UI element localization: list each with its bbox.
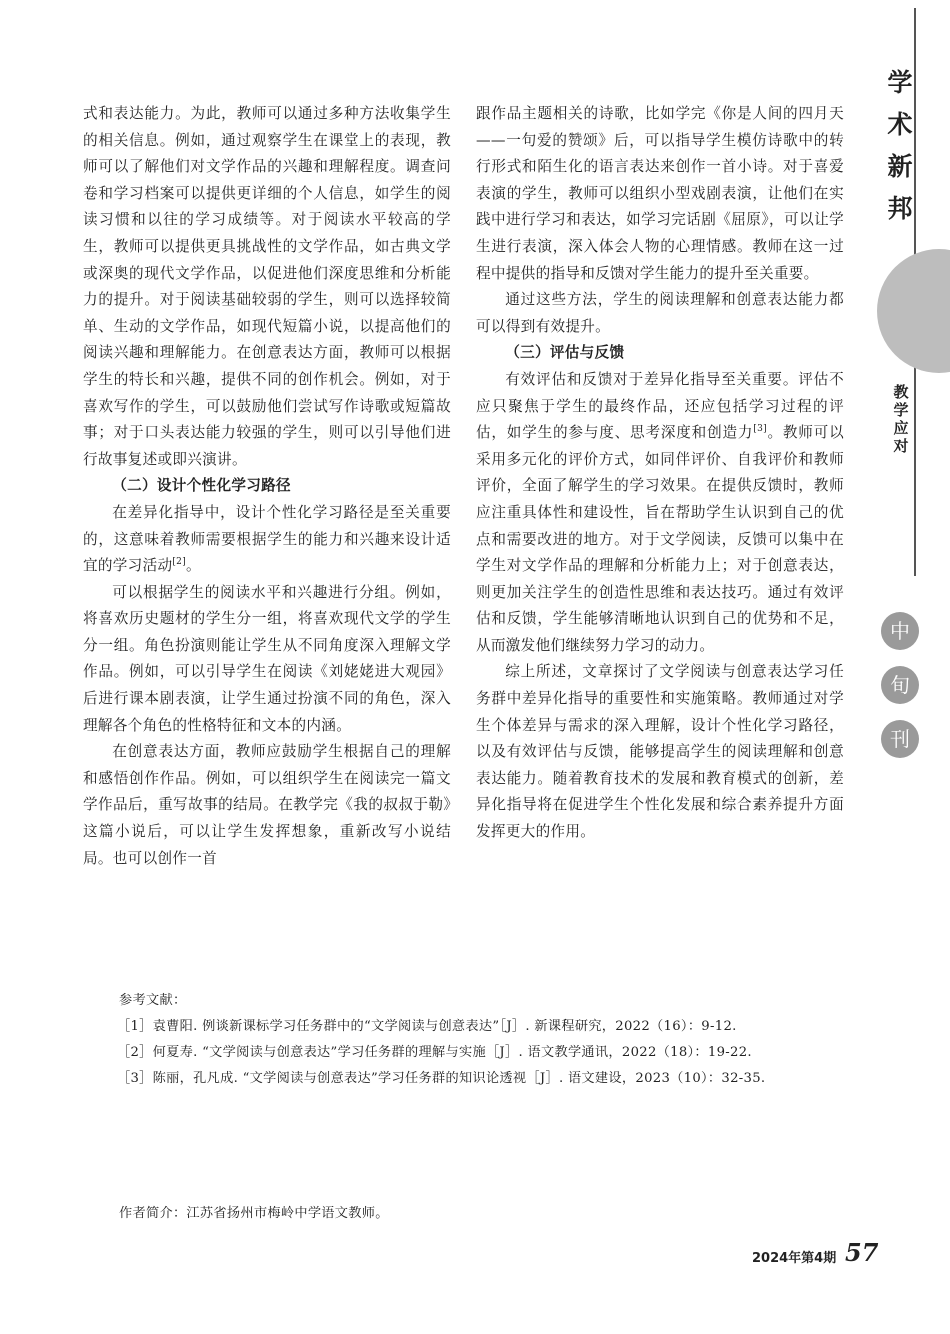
paragraph: 在创意表达方面，教师应鼓励学生根据自己的理解和感悟创作作品。例如，可以组织学生在阅读完一篇文学作品后，重写故事的结局。在教学完《我的叔叔于勒》这篇小说后，可以让学生发挥想象，重新改写小说结局。也可以创作一首 — [83, 743, 451, 867]
paragraph: 跟作品主题相关的诗歌，比如学完《你是人间的四月天——一句爱的赞颂》后，可以指导学生模仿诗歌中的转行形式和陌生化的语言表达来创作一首小诗。对于喜爱表演的学生，教师可以组织小型戏剧表演，让他们在实践中进行学习和表达，如学习完话剧《屈原》，可以让学生进行表演，深入体会人物的心理情感。教师在这一过程中提供的指导和反馈对学生能力的提升至关重要。 — [476, 105, 844, 282]
left-column — [83, 101, 451, 872]
brand-char: 术 — [887, 110, 913, 139]
reference-item: ［2］何夏寿. “文学阅读与创意表达”学习任务群的理解与实施［J］. 语文教学通讯，2022（18）：19-22. — [117, 1045, 752, 1060]
reference-item: ［3］陈丽，孔凡成. “文学阅读与创意表达”学习任务群的知识论透视［J］. 语文建设，2023（10）：32-35. — [117, 1071, 766, 1086]
paragraph-text: 。教师可以采用多元化的评价方式，如同伴评价、自我评价和教师评价，全面了解学生的学习效果。在提供反馈时，教师应注重具体性和建设性，旨在帮助学生认识到自己的优点和需要改进的地方。对于文学阅读，反馈可以集中在学生对文学作品的理解和分析能力上；对于创意表达，则更加关注学生的创造性思维和表达技巧。通过有效评估和反馈，学生能够清晰地认识到自己的优势和不足，从而激发他们继续努力学习的动力。 — [476, 424, 844, 654]
brand-char: 学 — [887, 68, 913, 97]
issue-label: 2024年第4期 — [752, 1251, 837, 1266]
paragraph: 通过这些方法，学生的阅读理解和创意表达能力都可以得到有效提升。 — [476, 291, 844, 335]
brand-char: 邦 — [887, 194, 913, 223]
edition-badge: 中 — [881, 612, 919, 650]
paragraph: 可以根据学生的阅读水平和兴趣进行分组。例如，将喜欢历史题材的学生分一组，将喜欢现代文学的学生分一组。角色扮演则能让学生从不同角度深入理解文学作品。例如，可以引导学生在阅读《刘姥姥进大观园》后进行课本剧表演，让学生通过扮演不同的角色，深入理解各个角色的性格特征和文本的内涵。 — [83, 583, 451, 734]
section-heading: （三）评估与反馈 — [505, 344, 625, 362]
page-number: 57 — [845, 1238, 879, 1267]
section-char: 对 — [893, 437, 909, 455]
paragraph — [83, 500, 451, 580]
section-char: 应 — [893, 419, 909, 437]
journal-brand-vertical — [884, 62, 916, 230]
section-char: 学 — [893, 401, 909, 419]
paragraph-end: 。 — [186, 557, 201, 575]
author-bio: 作者简介：江苏省扬州市梅岭中学语文教师。 — [119, 1206, 389, 1221]
references-heading: 参考文献： — [119, 993, 187, 1008]
brand-char: 新 — [887, 152, 913, 181]
right-column — [476, 101, 844, 846]
section-heading: （二）设计个性化学习路径 — [112, 477, 291, 495]
paragraph-text: 在差异化指导中，设计个性化学习路径是至关重要的，这意味着教师需要根据学生的能力和兴趣来设计适宜的学习活动 — [83, 503, 451, 575]
reference-item: ［1］袁曹阳. 例谈新课标学习任务群中的“文学阅读与创意表达”［J］. 新课程研究，2022（16）：9-12. — [117, 1019, 737, 1034]
edition-badge: 刊 — [881, 720, 919, 758]
paragraph — [476, 367, 844, 660]
decorative-circle — [877, 249, 950, 373]
paragraph: 式和表达能力。为此，教师可以通过多种方法收集学生的相关信息。例如，通过观察学生在课堂上的表现，教师可以了解他们对文学作品的兴趣和理解程度。调查问卷和学习档案可以提供更详细的个人信息，如学生的阅读习惯和以往的学习成绩等。对于阅读水平较高的学生，教师可以提供更具挑战性的文学作品，如古典文学或深奥的现代文学作品，以促进他们深度思维和分析能力的提升。对于阅读基础较弱的学生，则可以选择较简单、生动的文学作品，如现代短篇小说，以提高他们的阅读兴趣和理解能力。在创意表达方面，教师可以根据学生的特长和兴趣，提供不同的创作机会。例如，对于喜欢写作的学生，可以鼓励他们尝试写作诗歌或短篇故事；对于口头表达能力较强的学生，则可以引导他们进行故事复述或即兴演讲。 — [83, 105, 451, 468]
references-section — [83, 988, 845, 1092]
paragraph: 综上所述，文章探讨了文学阅读与创意表达学习任务群中差异化指导的重要性和实施策略。教师通过对学生个体差异与需求的深入理解，设计个性化学习路径，以及有效评估与反馈，能够提高学生的阅读理解和创意表达能力。随着教育技术的发展和教育模式的创新，差异化指导将在促进学生个性化发展和综合素养提升方面发挥更大的作用。 — [476, 663, 844, 841]
section-label-vertical — [890, 383, 912, 455]
citation-ref: [3] — [753, 424, 767, 435]
section-char: 教 — [893, 383, 909, 401]
citation-ref: [2] — [172, 557, 187, 568]
edition-badge: 旬 — [881, 666, 919, 704]
paragraph-text: 有效评估和反馈对于差异化指导至关重要。评估不应只聚焦于学生的最终作品，还应包括学习过程的评估，如学生的参与度、思考深度和创造力 — [476, 370, 844, 442]
